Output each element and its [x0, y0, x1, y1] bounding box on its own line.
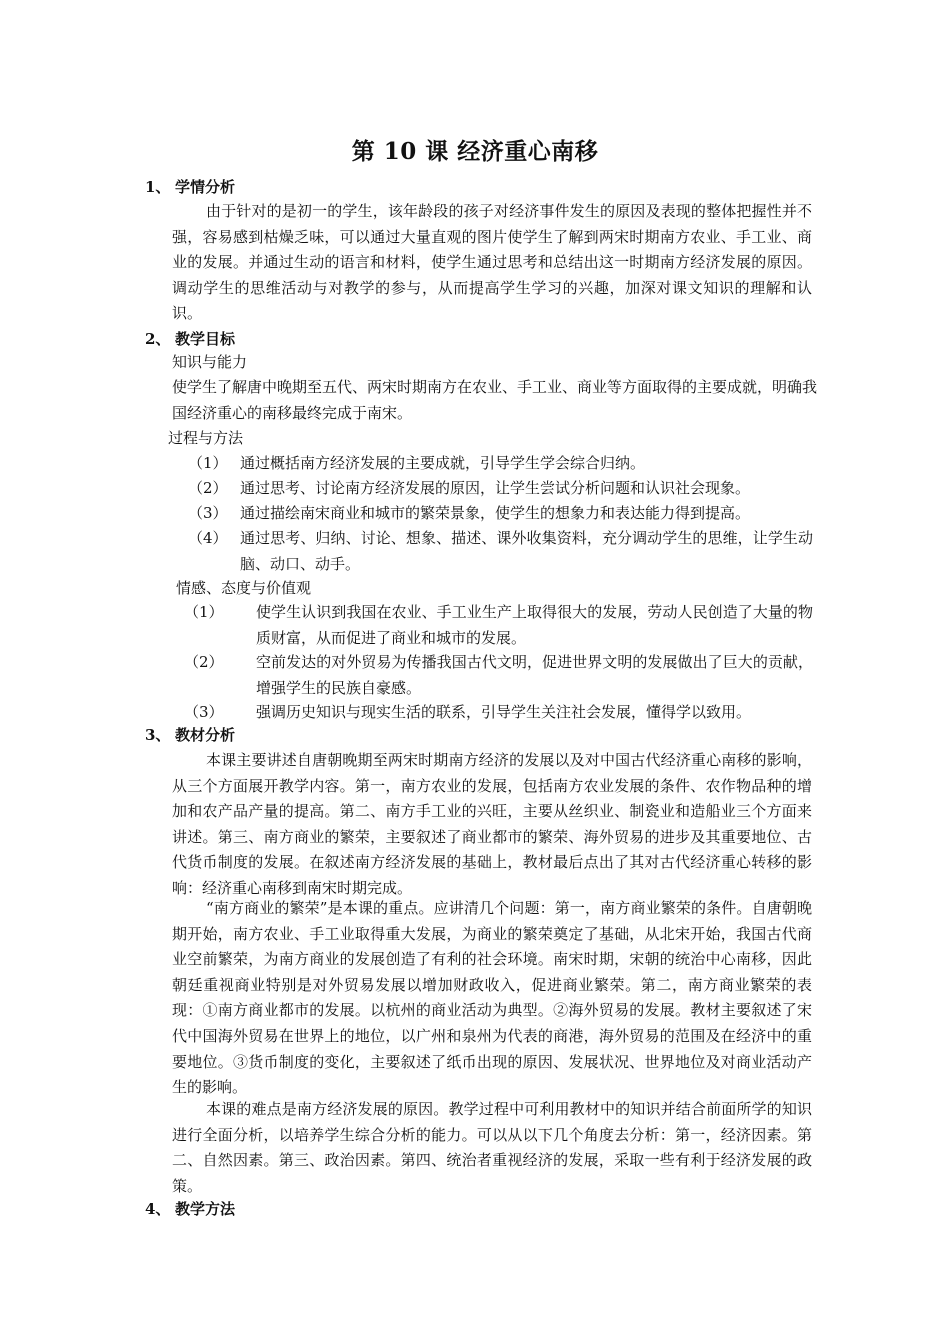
section-title: 教材分析	[175, 726, 236, 744]
section-heading-2	[145, 328, 235, 349]
section-number: 3、	[145, 726, 171, 744]
subheading-knowledge: 知识与能力	[172, 353, 248, 371]
item-number: （4）	[188, 529, 228, 547]
item-text: 强调历史知识与现实生活的联系，引导学生关注社会发展，懂得学以致用。	[256, 703, 752, 721]
section-number: 4、	[145, 1200, 171, 1218]
item-number: （2）	[188, 479, 228, 497]
item-number: （3）	[184, 703, 224, 721]
item-text: 通过描绘南宋商业和城市的繁荣景象，使学生的想象力和表达能力得到提高。	[240, 504, 751, 522]
item-text: 通过思考、归纳、讨论、想象、描述、课外收集资料，充分调动学生的思维，让学生动脑、动口、动手。	[240, 529, 813, 573]
paragraph-material-2: “南方商业的繁荣”是本课的重点。应讲清几个问题：第一，南方商业繁荣的条件。自唐朝晚期开始，南方农业、手工业取得重大发展，为商业的繁荣奠定了基础，从北宋开始，我国古代商业空前繁荣，为南方商业的发展创造了有利的社会环境。南宋时期，宋朝的统治中心南移，因此朝廷重视商业特别是对外贸易发展以增加财政收入，促进商业繁荣。第二，南方商业繁荣的表现：①南方商业都市的发展。以杭州的商业活动为典型。②海外贸易的发展。教材主要叙述了宋代中国海外贸易在世界上的地位，以广州和泉州为代表的商港，海外贸易的范围及在经济中的重要地位。③货币制度的变化，主要叙述了纸币出现的原因、发展状况、世界地位及对商业活动产生的影响。	[172, 899, 812, 1097]
item-number: （3）	[188, 504, 228, 522]
item-number: （1）	[188, 454, 228, 472]
subheading-emotion: 情感、态度与价值观	[176, 579, 312, 597]
paragraph-learning-analysis: 由于针对的是初一的学生，该年龄段的孩子对经济事件发生的原因及表现的整体把握性并不强，容易感到枯燥乏味，可以通过大量直观的图片使学生了解到两宋时期南方农业、手工业、商业的发展。并通过生动的语言和材料，使学生通过思考和总结出这一时期南方经济发展的原因。调动学生的思维活动与对教学的参与，从而提高学生学习的兴趣，加深对课文知识的理解和认识。	[172, 202, 812, 323]
section-title: 教学方法	[175, 1200, 236, 1218]
section-heading-1	[145, 176, 235, 197]
subheading-process: 过程与方法	[168, 429, 244, 447]
item-number: （1）	[184, 603, 224, 621]
item-text: 使学生认识到我国在农业、手工业生产上取得很大的发展，劳动人民创造了大量的物质财富，从而促进了商业和城市的发展。	[256, 603, 813, 647]
section-title: 教学目标	[175, 330, 236, 348]
section-number: 1、	[145, 178, 171, 196]
paragraph-material-3: 本课的难点是南方经济发展的原因。教学过程中可利用教材中的知识并结合前面所学的知识进行全面分析，以培养学生综合分析的能力。可以从以下几个角度去分析：第一，经济因素。第二、自然因素。第三、政治因素。第四、统治者重视经济的发展，采取一些有利于经济发展的政策。	[172, 1100, 812, 1195]
item-text: 通过思考、讨论南方经济发展的原因，让学生尝试分析问题和认识社会现象。	[240, 479, 751, 497]
section-number: 2、	[145, 330, 171, 348]
item-text: 通过概括南方经济发展的主要成就，引导学生学会综合归纳。	[240, 454, 646, 472]
paragraph-material-1: 本课主要讲述自唐朝晚期至两宋时期南方经济的发展以及对中国古代经济重心南移的影响，从三个方面展开教学内容。第一，南方农业的发展，包括南方农业发展的条件、农作物品种的增加和农产品产量的提高。第二、南方手工业的兴旺，主要从丝织业、制瓷业和造船业三个方面来讲述。第三、南方商业的繁荣，主要叙述了商业都市的繁荣、海外贸易的进步及其重要地位、古代货币制度的发展。在叙述南方经济发展的基础上，教材最后点出了其对古代经济重心转移的影响：经济重心南移到南宋时期完成。	[172, 751, 812, 897]
section-heading-4	[145, 1198, 235, 1219]
item-number: （2）	[184, 653, 224, 671]
paragraph-knowledge: 使学生了解唐中晚期至五代、两宋时期南方在农业、手工业、商业等方面取得的主要成就，明确我国经济重心的南移最终完成于南宋。	[172, 378, 818, 422]
section-title: 学情分析	[175, 178, 236, 196]
item-text: 空前发达的对外贸易为传播我国古代文明，促进世界文明的发展做出了巨大的贡献，增强学生的民族自豪感。	[256, 653, 813, 697]
section-heading-3	[145, 724, 235, 745]
page-title: 第 10 课 经济重心南移	[351, 138, 599, 165]
